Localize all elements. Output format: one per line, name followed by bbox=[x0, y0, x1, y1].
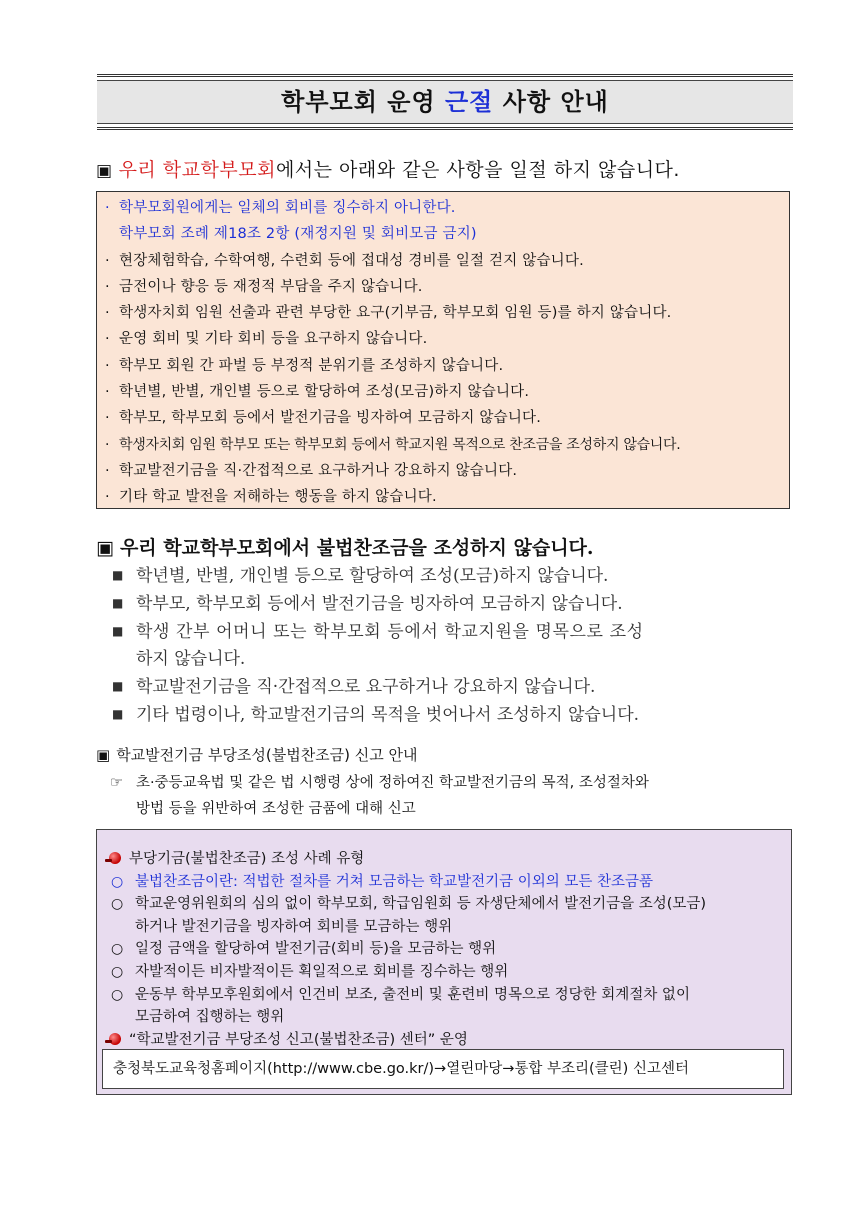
list-item: · 운영 회비 및 기타 회비 등을 요구하지 않습니다. bbox=[105, 326, 789, 352]
list-item: · 학교발전기금을 직·간접적으로 요구하거나 강요하지 않습니다. bbox=[105, 458, 789, 484]
bullet-dot-icon: · bbox=[105, 462, 110, 479]
section1-heading-rest: 에서는 아래와 같은 사항을 일절 하지 않습니다. bbox=[275, 159, 680, 181]
square-bullet-icon: ■ bbox=[112, 596, 124, 610]
red-dot-icon bbox=[109, 852, 121, 864]
illegal-fund-types-content bbox=[109, 848, 779, 1051]
square-bullet-icon: ■ bbox=[112, 568, 124, 582]
report-line: ☞ 초·중등교육법 및 같은 법 시행령 상에 정하여진 학교발전기금의 목적, 조성절차와 bbox=[110, 770, 649, 796]
list-item: · 학부모회원에게는 일체의 회비를 징수하지 아니한다. bbox=[105, 195, 789, 221]
prohibited-items-box bbox=[96, 191, 790, 509]
report-line: 방법 등을 위반하여 조성한 금품에 대해 신고 bbox=[136, 801, 416, 817]
bullet-dot-icon: · bbox=[105, 436, 110, 453]
circle-bullet-icon: ○ bbox=[111, 896, 124, 913]
list-item: 모금하여 집행하는 행위 bbox=[135, 1009, 285, 1026]
list-item: · 학생자치회 임원 선출과 관련 부당한 요구(기부금, 학부모회 임원 등)를 하지 않습니다. bbox=[105, 300, 789, 326]
circle-bullet-icon: ○ bbox=[111, 941, 124, 958]
circle-bullet-icon: ○ bbox=[111, 986, 124, 1003]
square-bullet-icon: ■ bbox=[112, 707, 124, 721]
section3-heading: ▣ 학교발전기금 부당조성(불법찬조금) 신고 안내 bbox=[96, 746, 418, 764]
list-item: · 금전이나 향응 등 재정적 부담을 주지 않습니다. bbox=[105, 274, 789, 300]
bullet-dot-icon: · bbox=[105, 252, 110, 269]
title-rule-top bbox=[97, 74, 793, 79]
list-item: 하지 않습니다. bbox=[136, 649, 246, 669]
bullet-dot-icon: · bbox=[105, 200, 110, 216]
title-banner bbox=[97, 74, 793, 130]
section-bullet-icon: ▣ bbox=[96, 537, 114, 559]
section1-heading-red: 우리 학교학부모회 bbox=[118, 159, 276, 181]
bullet-dot-icon: · bbox=[105, 384, 110, 401]
list-item: ○ 학교운영위원회의 심의 없이 학부모회, 학급임원회 등 자생단체에서 발전기금을 조성(모금) bbox=[109, 893, 779, 916]
section1-heading bbox=[96, 155, 680, 182]
list-item: · 학생자치회 임원 학부모 또는 학부모회 등에서 학교지원 목적으로 찬조금을 조성하지 않습니다. bbox=[105, 432, 789, 458]
list-item: · 학부모, 학부모회 등에서 발전기금을 빙자하여 모금하지 않습니다. bbox=[105, 405, 789, 431]
section2-list bbox=[112, 562, 772, 729]
list-item: ■ 학년별, 반별, 개인별 등으로 할당하여 조성(모금)하지 않습니다. bbox=[112, 562, 772, 590]
bullet-dot-icon: · bbox=[105, 331, 110, 348]
square-bullet-icon: ■ bbox=[112, 624, 124, 638]
list-item: · 현장체험학습, 수학여행, 수련회 등에 접대성 경비를 일절 걷지 않습니다. bbox=[105, 248, 789, 274]
bullet-dot-icon: · bbox=[105, 278, 110, 295]
circle-bullet-icon: ○ bbox=[111, 873, 124, 890]
list-item: · 학년별, 반별, 개인별 등으로 할당하여 조성(모금)하지 않습니다. bbox=[105, 379, 789, 405]
page-title bbox=[97, 80, 793, 124]
list-item: ○ 운동부 학부모후원회에서 인건비 보조, 출전비 및 훈련비 명목으로 정당한 회계절차 없이 bbox=[109, 984, 779, 1007]
square-bullet-icon: ■ bbox=[112, 679, 124, 693]
red-dot-icon bbox=[109, 1033, 121, 1045]
list-item: ■ 학생 간부 어머니 또는 학부모회 등에서 학교지원을 명목으로 조성 bbox=[112, 618, 772, 646]
bullet-dot-icon: · bbox=[105, 305, 110, 322]
list-item: ○ 자발적이든 비자발적이든 획일적으로 회비를 징수하는 행위 bbox=[109, 961, 779, 984]
section-bullet-icon: ▣ bbox=[96, 161, 113, 181]
list-item: 하거나 발전기금을 빙자하여 회비를 모금하는 행위 bbox=[135, 918, 453, 935]
list-item: ■ 학부모, 학부모회 등에서 발전기금을 빙자하여 모금하지 않습니다. bbox=[112, 590, 772, 618]
list-item: 학부모회 조례 제18조 2항 (재정지원 및 회비모금 금지) bbox=[119, 226, 477, 243]
bullet-dot-icon: · bbox=[105, 489, 110, 506]
section2-heading: ▣ 우리 학교학부모회에서 불법찬조금을 조성하지 않습니다. bbox=[96, 537, 594, 559]
list-item: · 기타 학교 발전을 저해하는 행동을 하지 않습니다. bbox=[105, 484, 789, 510]
list-item: ○ 불법찬조금이란: 적법한 절차를 거쳐 모금하는 학교발전기금 이외의 모든 찬조금품 bbox=[109, 871, 779, 894]
report-description bbox=[110, 770, 649, 822]
pointing-hand-icon: ☞ bbox=[110, 775, 123, 791]
bullet-dot-icon: · bbox=[105, 357, 110, 374]
title-highlight: 근절 bbox=[445, 88, 494, 116]
list-item: ■ 기타 법령이나, 학교발전기금의 목적을 벗어나서 조성하지 않습니다. bbox=[112, 701, 772, 729]
bullet-dot-icon: · bbox=[105, 410, 110, 427]
section-bullet-icon: ▣ bbox=[96, 746, 111, 764]
box-subtitle: 부당기금(불법찬조금) 조성 사례 유형 bbox=[109, 848, 779, 871]
list-item: · 학부모 회원 간 파벌 등 부정적 분위기를 조성하지 않습니다. bbox=[105, 353, 789, 379]
illegal-fund-types-box bbox=[96, 829, 792, 1095]
report-center-link[interactable]: 충청북도교육청홈페이지(http://www.cbe.go.kr/)→열린마당→통합 부조리(클린) 신고센터 bbox=[102, 1049, 784, 1089]
list-item: ○ 일정 금액을 할당하여 발전기금(회비 등)을 모금하는 행위 bbox=[109, 938, 779, 961]
list-item: ■ 학교발전기금을 직·간접적으로 요구하거나 강요하지 않습니다. bbox=[112, 673, 772, 701]
box-subtitle: “학교발전기금 부당조성 신고(불법찬조금) 센터” 운영 bbox=[109, 1029, 779, 1052]
circle-bullet-icon: ○ bbox=[111, 963, 124, 980]
title-part2: 사항 안내 bbox=[493, 88, 609, 116]
title-rule-bottom bbox=[97, 125, 793, 130]
title-part1: 학부모회 운영 bbox=[281, 88, 445, 116]
